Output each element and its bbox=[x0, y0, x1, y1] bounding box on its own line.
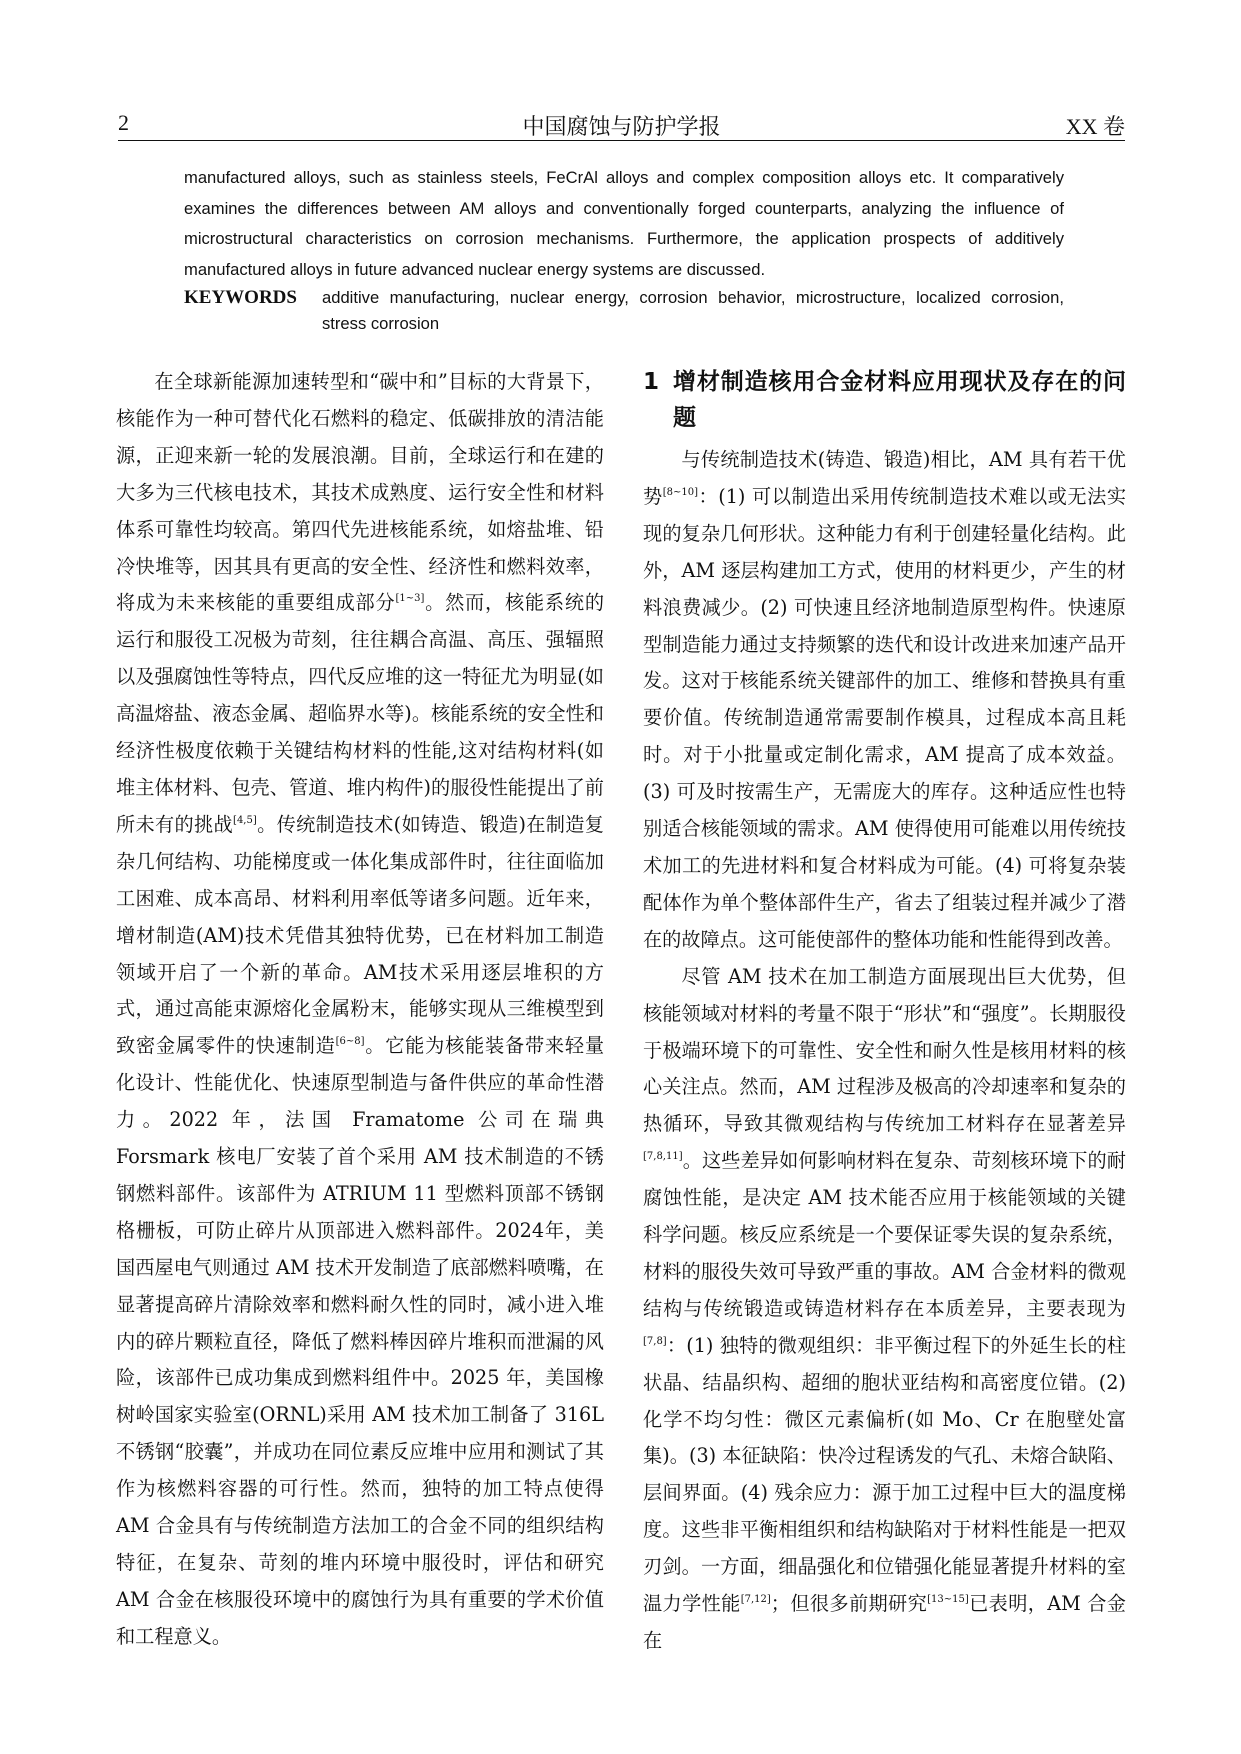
intro-paragraph bbox=[116, 364, 604, 1656]
body-text: 尽管 AM 技术在加工制造方面展现出巨大优势，但核能领域对材料的考量不限于“形状”和“强度”。长期服役于极端环境下的可靠性、安全性和耐久性是核用材料的核心关注点。然而，AM 过程涉及极高的冷却速率和复杂的热循环，导致其微观结构与传统加工材料存在显著差异 bbox=[643, 964, 1126, 1136]
body-text: ：(1) 独特的微观组织：非平衡过程下的外延生长的柱状晶、结晶织构、超细的胞状亚结构和高密度位错。(2) 化学不均匀性：微区元素偏析(如 Mo、Cr 在胞壁处富集)。(3) 本征缺陷：快冷过程诱发的气孔、未熔合缺陷、层间界面。(4) 残余应力：源于加工过程中巨大的温度梯度。这些非平衡相组织和结构缺陷对于材料性能是一把双刃剑。一方面，细晶强化和位错强化能显著提升材料的室温力学性能 bbox=[643, 1333, 1126, 1616]
citation: [6~8] bbox=[335, 1036, 365, 1048]
left-column bbox=[116, 364, 604, 1656]
abstract-text: manufactured alloys, such as stainless steels, FeCrAl alloys and complex composition alloys etc. It comparatively examines the differences between AM alloys and conventionally forged counterparts, analyzing the influence of microstructural characteristics on corrosion mechanisms. Furthermore, the application prospects of additively manufactured alloys in future advanced nuclear energy systems are discussed. bbox=[184, 168, 1064, 279]
header-rule bbox=[118, 140, 1125, 141]
journal-title: 中国腐蚀与防护学报 bbox=[522, 114, 721, 139]
page-number: 2 bbox=[118, 110, 129, 135]
keywords-block bbox=[184, 285, 1064, 337]
body-text: 。传统制造技术(如铸造、锻造)在制造复杂几何结构、功能梯度或一体化集成部件时，往往面临加工困难、成本高昂、材料利用率低等诸多问题。近年来，增材制造(AM)技术凭借其独特优势，已在材料加工制造领域开启了一个新的革命。AM技术采用逐层堆积的方式，通过高能束源熔化金属粉末，能够实现从三维模型到致密金属零件的快速制造 bbox=[116, 812, 604, 1058]
citation: [7,12] bbox=[740, 1594, 771, 1606]
running-header bbox=[118, 104, 1125, 144]
body-text: 。它能为核能装备带来轻量化设计、性能优化、快速原型制造与备件供应的革命性潜力。2022 年，法国 Framatome 公司在瑞典 Forsmark 核电厂安装了首个采用 AM 技术制造的不锈钢燃料部件。该部件为 ATRIUM 11 型燃料顶部不锈钢格栅板，可防止碎片从顶部进入燃料部件。2024年，美国西屋电气则通过 AM 技术开发制造了底部燃料喷嘴，在显著提高碎片清除效率和燃料耐久性的同时，减小进入堆内的碎片颗粒直径，降低了燃料棒因碎片堆积而泄漏的风险，该部件已成功集成到燃料组件中。2025 年，美国橡树岭国家实验室(ORNL)采用 AM 技术加工制备了 316L 不锈钢“胶囊”，并成功在同位素反应堆中应用和测试了其作为核燃料容器的可行性。然而，独特的加工特点使得AM 合金具有与传统制造方法加工的合金不同的组织结构特征，在复杂、苛刻的堆内环境中服役时，评估和研究 AM 合金在核服役环境中的腐蚀行为具有重要的学术价值和工程意义。 bbox=[116, 1034, 605, 1648]
body-paragraph bbox=[643, 442, 1126, 959]
right-column bbox=[643, 364, 1126, 1660]
keywords-list: additive manufacturing, nuclear energy, corrosion behavior, microstructure, localized corrosion, stress corrosion bbox=[322, 288, 1064, 333]
keywords-label: KEYWORDS bbox=[184, 287, 297, 308]
citation: [1~3] bbox=[395, 593, 425, 605]
body-text: 与传统制造技术(铸造、锻造)相比，AM 具有若干优势 bbox=[643, 448, 1126, 508]
section-title: 增材制造核用合金材料应用现状及存在的问题 bbox=[673, 369, 1126, 431]
body-text: 。这些差异如何影响材料在复杂、苛刻核环境下的耐腐蚀性能，是决定 AM 技术能否应用于核能领域的关键科学问题。核反应系统是一个要保证零失误的复杂系统，材料的服役失效可导致严重的事故。AM 合金材料的微观结构与传统锻造或铸造材料存在本质差异，主要表现为 bbox=[643, 1149, 1126, 1320]
body-text: ；但很多前期研究 bbox=[770, 1592, 928, 1616]
section-number: 1 bbox=[643, 369, 660, 395]
body-paragraph bbox=[643, 959, 1126, 1660]
volume-label: XX 卷 bbox=[1065, 114, 1125, 139]
citation: [8~10] bbox=[662, 486, 698, 498]
citation: [7,8] bbox=[643, 1335, 667, 1347]
body-text: 在全球新能源加速转型和“碳中和”目标的大背景下，核能作为一种可替代化石燃料的稳定、低碳排放的清洁能源，正迎来新一轮的发展浪潮。目前，全球运行和在建的大多为三代核电技术，其技术成熟度、运行安全性和材料体系可靠性均较高。第四代先进核能系统，如熔盐堆、铅冷快堆等，因其具有更高的安全性、经济性和燃料效率，将成为未来核能的重要组成部分 bbox=[116, 370, 604, 615]
body-text: ：(1) 可以制造出采用传统制造技术难以或无法实现的复杂几何形状。这种能力有利于创建轻量化结构。此外，AM 逐层构建加工方式，使用的材料更少，产生的材料浪费减少。(2) 可快速且经济地制造原型构件。快速原型制造能力通过支持频繁的迭代和设计改进来加速产品开发。这对于核能系统关键部件的加工、维修和替换具有重要价值。传统制造通常需要制作模具，过程成本高且耗时。对于小批量或定制化需求，AM 提高了成本效益。(3) 可及时按需生产，无需庞大的库存。这种适应性也特别适合核能领域的需求。AM 使得使用可能难以用传统技术加工的先进材料和复合材料成为可能。(4) 可将复杂装配体作为单个整体部件生产，省去了组装过程并减少了潜在的故障点。这可能使部件的整体功能和性能得到改善。 bbox=[643, 484, 1127, 951]
section-heading bbox=[643, 364, 1126, 436]
citation: [13~15] bbox=[927, 1594, 969, 1606]
citation: [7,8,11] bbox=[643, 1151, 683, 1163]
citation: [4,5] bbox=[233, 814, 257, 826]
body-text: 。然而，核能系统的运行和服役工况极为苛刻，往往耦合高温、高压、强辐照以及强腐蚀性等特点，四代反应堆的这一特征尤为明显(如高温熔盐、液态金属、超临界水等)。核能系统的安全性和经济性极度依赖于关键结构材料的性能,这对结构材料(如堆主体材料、包壳、管道、堆内构件)的服役性能提出了前所未有的挑战 bbox=[116, 591, 605, 836]
body-text: 已表明，AM 合金在 bbox=[643, 1592, 1126, 1652]
